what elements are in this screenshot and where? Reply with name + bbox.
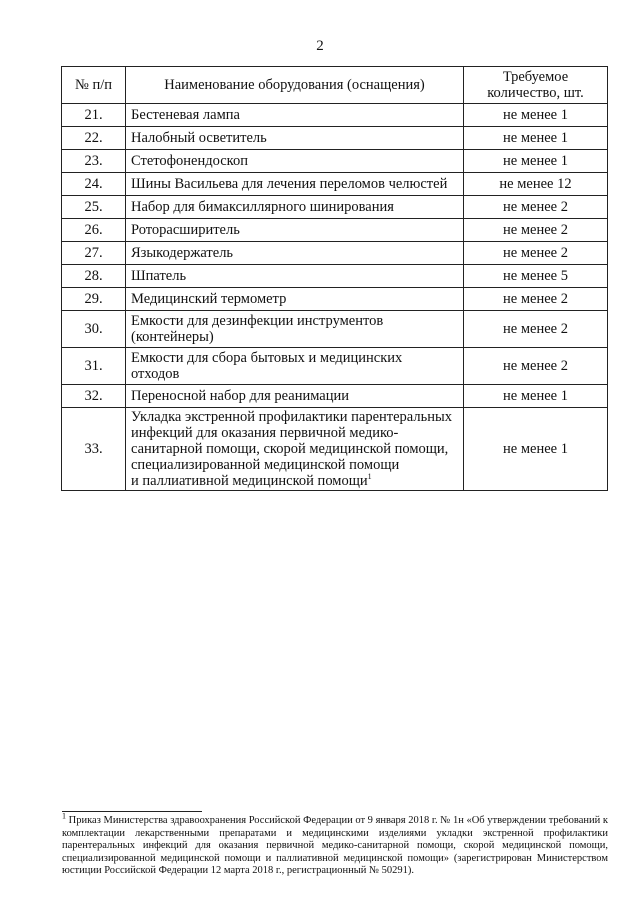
footnote-rule bbox=[62, 811, 202, 812]
equipment-name-line: специализированной медицинской помощи bbox=[131, 457, 400, 473]
equipment-name-line: Языкодержатель bbox=[131, 245, 234, 261]
row-number: 30. bbox=[62, 311, 126, 348]
equipment-name bbox=[126, 150, 464, 173]
row-number: 28. bbox=[62, 265, 126, 288]
required-quantity: не менее 1 bbox=[464, 408, 608, 491]
footnote-reference: 1 bbox=[367, 472, 372, 482]
table-row bbox=[62, 242, 608, 265]
row-number: 22. bbox=[62, 127, 126, 150]
header-num: № п/п bbox=[62, 67, 126, 104]
row-number: 26. bbox=[62, 219, 126, 242]
equipment-name-line: инфекций для оказания первичной медико- bbox=[131, 425, 399, 441]
table-header-row bbox=[62, 67, 608, 104]
equipment-name-line: Шпатель bbox=[131, 268, 187, 284]
table-row bbox=[62, 348, 608, 385]
required-quantity: не менее 2 bbox=[464, 242, 608, 265]
page-number: 2 bbox=[316, 38, 324, 54]
equipment-name bbox=[126, 265, 464, 288]
table-row bbox=[62, 219, 608, 242]
equipment-name bbox=[126, 196, 464, 219]
row-number: 31. bbox=[62, 348, 126, 385]
equipment-name bbox=[126, 173, 464, 196]
required-quantity: не менее 1 bbox=[464, 150, 608, 173]
required-quantity: не менее 1 bbox=[464, 127, 608, 150]
equipment-name bbox=[126, 348, 464, 385]
equipment-name bbox=[126, 385, 464, 408]
table-body bbox=[62, 104, 608, 491]
table-row bbox=[62, 408, 608, 491]
row-number: 25. bbox=[62, 196, 126, 219]
row-number: 27. bbox=[62, 242, 126, 265]
table-row bbox=[62, 127, 608, 150]
table-row bbox=[62, 311, 608, 348]
equipment-name-line: отходов bbox=[131, 366, 180, 382]
table-row bbox=[62, 288, 608, 311]
row-number: 24. bbox=[62, 173, 126, 196]
equipment-name bbox=[126, 104, 464, 127]
equipment-name-line: Емкости для дезинфекции инструментов bbox=[131, 313, 384, 329]
equipment-table bbox=[61, 66, 608, 491]
equipment-name bbox=[126, 242, 464, 265]
table-row bbox=[62, 104, 608, 127]
equipment-name-line: Набор для бимаксиллярного шинирования bbox=[131, 199, 394, 215]
required-quantity: не менее 2 bbox=[464, 288, 608, 311]
required-quantity: не менее 2 bbox=[464, 348, 608, 385]
footnote bbox=[62, 811, 608, 878]
equipment-name bbox=[126, 219, 464, 242]
equipment-name-line: Роторасширитель bbox=[131, 222, 240, 238]
table-row bbox=[62, 265, 608, 288]
row-number: 33. bbox=[62, 408, 126, 491]
required-quantity: не менее 1 bbox=[464, 385, 608, 408]
required-quantity: не менее 12 bbox=[464, 173, 608, 196]
equipment-name-line: Медицинский термометр bbox=[131, 291, 287, 307]
equipment-name-line: и паллиативной медицинской помощи bbox=[131, 473, 368, 489]
table-row bbox=[62, 150, 608, 173]
header-qty: Требуемое количество, шт. bbox=[464, 67, 608, 104]
equipment-name-last-line bbox=[131, 473, 458, 489]
header-name: Наименование оборудования (оснащения) bbox=[126, 67, 464, 104]
footnote-mark: 1 bbox=[62, 811, 66, 821]
table-row bbox=[62, 173, 608, 196]
required-quantity: не менее 2 bbox=[464, 311, 608, 348]
equipment-name bbox=[126, 127, 464, 150]
table-row bbox=[62, 196, 608, 219]
equipment-name-line: (контейнеры) bbox=[131, 329, 214, 345]
required-quantity: не менее 2 bbox=[464, 196, 608, 219]
required-quantity: не менее 2 bbox=[464, 219, 608, 242]
equipment-name-line: Шины Васильева для лечения переломов челюстей bbox=[131, 176, 448, 192]
table-row bbox=[62, 385, 608, 408]
row-number: 23. bbox=[62, 150, 126, 173]
footnote-text: Приказ Министерства здравоохранения Российской Федерации от 9 января 2018 г. № 1н «Об утверждении требований к комплектации лекарственными препаратами и медицинскими изделиями укладки экстренной профилактики парентеральных инфекций для оказания первичной медико-санитарной помощи, скорой медицинской помощи, специализированной медицинской помощи и паллиативной медицинской помощи» (зарегистрирован Министерством юстиции Российской Федерации 12 марта 2018 г., регистрационный № 50291). bbox=[62, 815, 608, 876]
equipment-name bbox=[126, 311, 464, 348]
equipment-name-line: Бестеневая лампа bbox=[131, 107, 240, 123]
equipment-name-line: Стетофонендоскоп bbox=[131, 153, 248, 169]
equipment-name-line: санитарной помощи, скорой медицинской помощи, bbox=[131, 441, 449, 457]
equipment-name-line: Переносной набор для реанимации bbox=[131, 388, 350, 404]
equipment-name bbox=[126, 288, 464, 311]
required-quantity: не менее 5 bbox=[464, 265, 608, 288]
equipment-name bbox=[126, 408, 464, 491]
row-number: 29. bbox=[62, 288, 126, 311]
required-quantity: не менее 1 bbox=[464, 104, 608, 127]
equipment-name-line: Емкости для сбора бытовых и медицинских bbox=[131, 350, 403, 366]
equipment-name-line: Укладка экстренной профилактики парентеральных bbox=[131, 409, 452, 425]
row-number: 21. bbox=[62, 104, 126, 127]
equipment-name-line: Налобный осветитель bbox=[131, 130, 267, 146]
row-number: 32. bbox=[62, 385, 126, 408]
